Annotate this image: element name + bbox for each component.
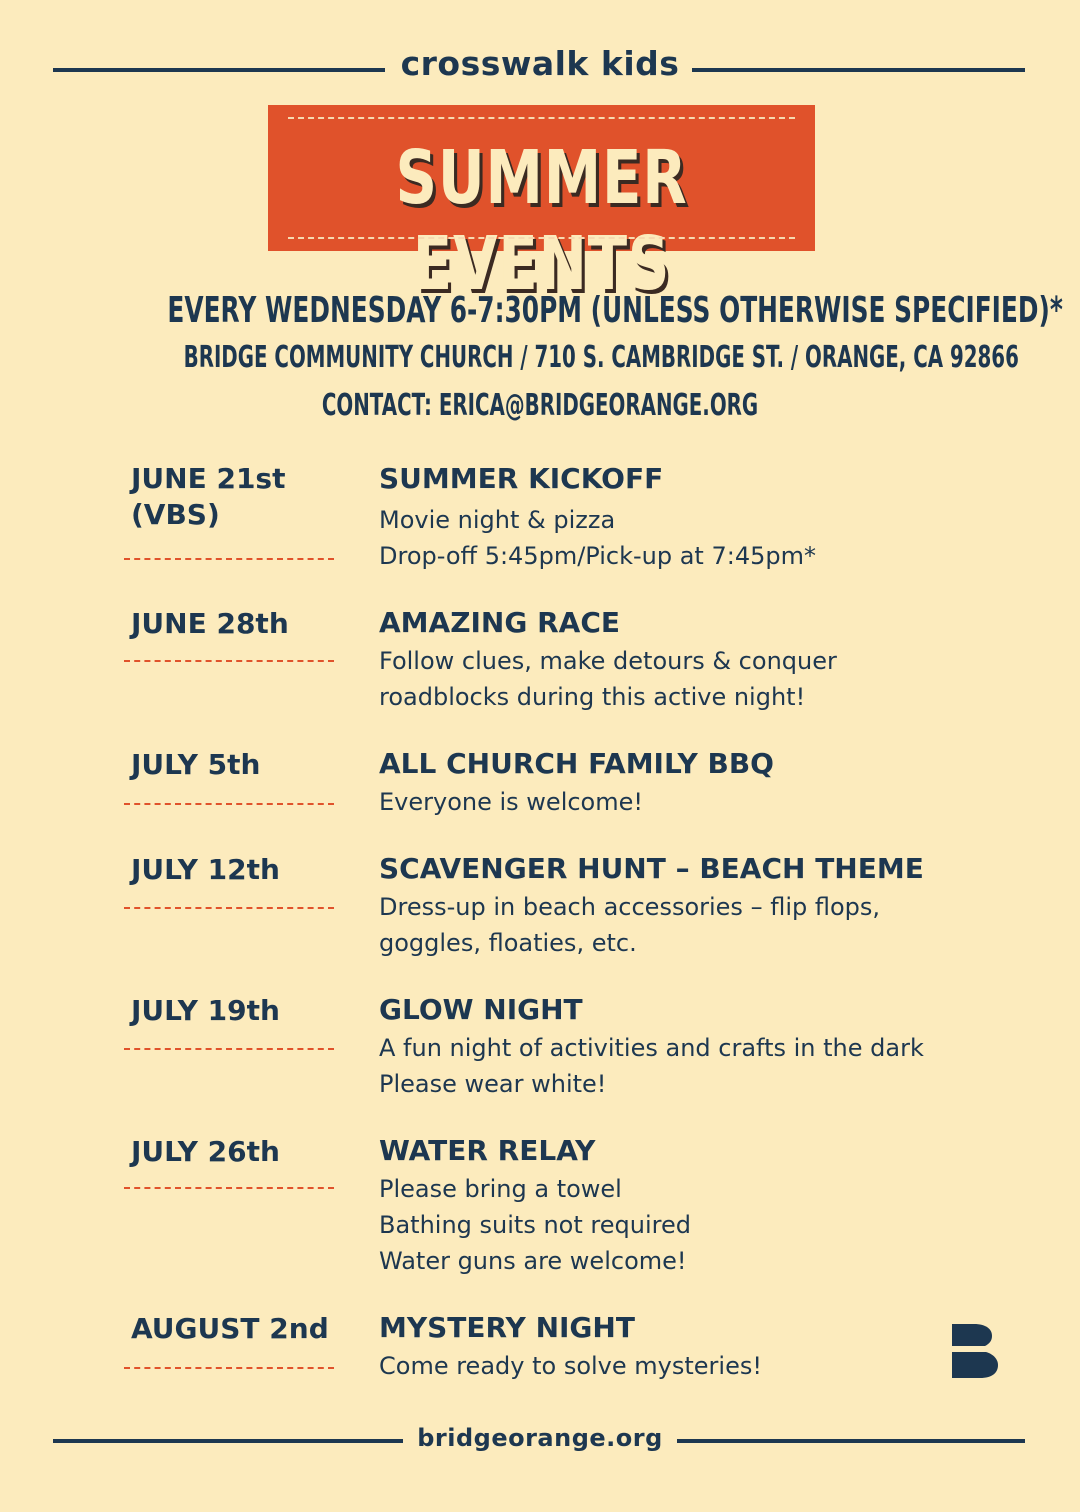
event-date-line: JUNE 28th xyxy=(131,607,289,640)
event-date-line: AUGUST 2nd xyxy=(131,1312,329,1345)
event-title: MYSTERY NIGHT xyxy=(379,1311,635,1344)
date-divider xyxy=(124,907,334,909)
location-text: BRIDGE COMMUNITY CHURCH / 710 S. CAMBRIDGE ST. / ORANGE, CA 92866 xyxy=(183,340,1019,375)
event-title: SCAVENGER HUNT – BEACH THEME xyxy=(379,852,924,885)
event-date xyxy=(131,747,346,783)
event-description-line: Bathing suits not required xyxy=(379,1211,691,1239)
event-title: WATER RELAY xyxy=(379,1134,596,1167)
website-link[interactable]: bridgeorange.org xyxy=(417,1424,663,1452)
event-description-line: Dress-up in beach accessories – flip flops, xyxy=(379,893,881,921)
event-description xyxy=(379,1030,1019,1102)
event-description-line: Water guns are welcome! xyxy=(379,1247,687,1275)
event-date xyxy=(131,461,346,533)
schedule-text: EVERY WEDNESDAY 6-7:30PM (UNLESS OTHERWISE SPECIFIED)* xyxy=(167,290,1063,331)
event-description xyxy=(379,1171,1019,1279)
event-description-line: Everyone is welcome! xyxy=(379,788,643,816)
title-banner xyxy=(268,105,815,307)
date-divider xyxy=(124,1048,334,1050)
event-date xyxy=(131,606,346,642)
date-divider xyxy=(124,558,334,560)
event-title: SUMMER KICKOFF xyxy=(379,462,664,495)
event-description xyxy=(379,1348,1019,1384)
event-date-line: JULY 19th xyxy=(131,994,280,1027)
event-date xyxy=(131,1134,346,1170)
event-title: ALL CHURCH FAMILY BBQ xyxy=(379,747,774,780)
event-description xyxy=(379,643,1019,715)
event-description xyxy=(379,784,1019,820)
event-description-line: Come ready to solve mysteries! xyxy=(379,1352,762,1380)
date-divider xyxy=(124,1187,334,1189)
event-description-line: goggles, floaties, etc. xyxy=(379,929,637,957)
event-title: AMAZING RACE xyxy=(379,606,620,639)
date-divider xyxy=(124,803,334,805)
event-date xyxy=(131,852,346,888)
event-date-line: JUNE 21st xyxy=(131,462,286,495)
contact-text: CONTACT: ERICA@BRIDGEORANGE.ORG xyxy=(321,388,759,423)
event-description-line: Follow clues, make detours & conquer xyxy=(379,647,837,675)
event-date-line: JULY 5th xyxy=(131,748,261,781)
date-divider xyxy=(124,1367,334,1369)
event-description-line: Movie night & pizza xyxy=(379,506,616,534)
event-date xyxy=(131,993,346,1029)
brand-name: crosswalk kids xyxy=(400,44,680,83)
event-description xyxy=(379,502,1019,574)
event-description-line: Please bring a towel xyxy=(379,1175,622,1203)
event-description xyxy=(379,889,1019,961)
date-divider xyxy=(124,660,334,662)
event-description-line: Drop-off 5:45pm/Pick-up at 7:45pm* xyxy=(379,542,816,570)
event-description-line: Please wear white! xyxy=(379,1070,607,1098)
event-description-line: A fun night of activities and crafts in the dark xyxy=(379,1034,924,1062)
page-title: SUMMER EVENTS xyxy=(395,135,688,307)
event-date-line: JULY 12th xyxy=(131,853,280,886)
event-title: GLOW NIGHT xyxy=(379,993,583,1026)
event-description-line: roadblocks during this active night! xyxy=(379,683,806,711)
event-date-line: JULY 26th xyxy=(131,1135,280,1168)
event-date-note: (VBS) xyxy=(131,498,220,531)
event-date xyxy=(131,1311,346,1347)
banner-stitch-bottom xyxy=(288,237,795,239)
bridge-b-logo-icon xyxy=(952,1324,998,1378)
banner-stitch-top xyxy=(288,117,795,119)
